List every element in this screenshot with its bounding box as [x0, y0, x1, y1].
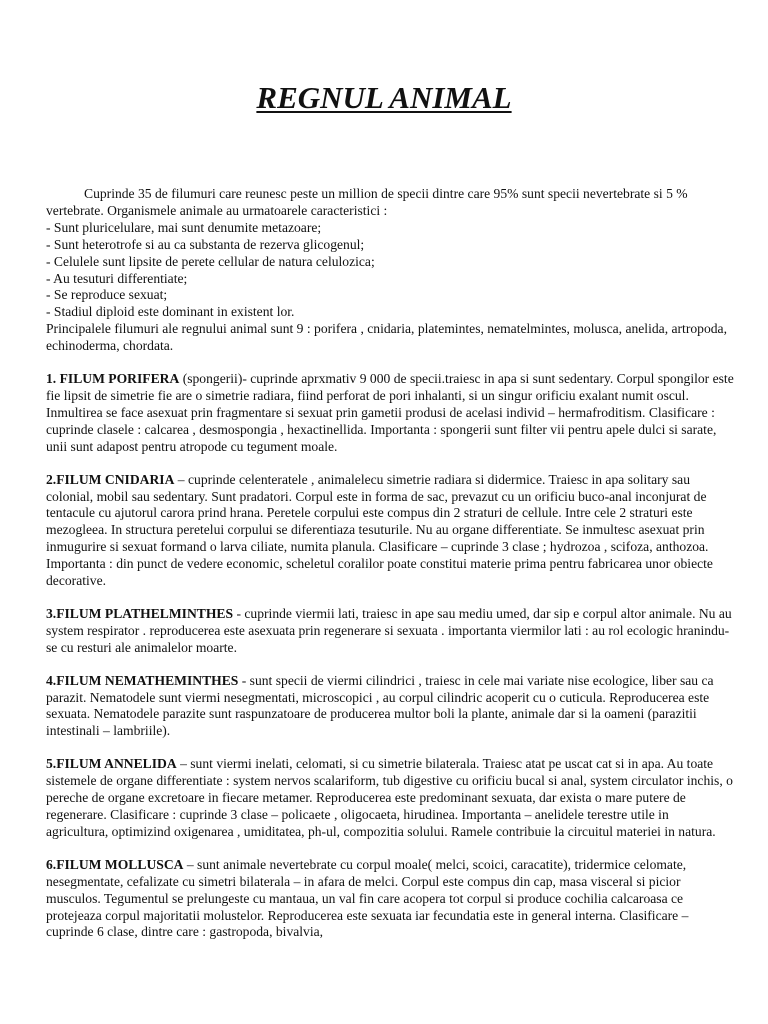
phylum-paragraph [46, 857, 734, 942]
document-body [46, 186, 734, 941]
phylum-paragraph [46, 606, 734, 657]
paragraph-spacer [46, 740, 734, 756]
phylum-heading: 4.FILUM NEMATHEMINTHES [46, 672, 239, 688]
phylum-paragraph [46, 673, 734, 741]
phylum-heading: 6.FILUM MOLLUSCA [46, 856, 184, 872]
phylum-heading: 1. FILUM PORIFERA [46, 371, 180, 387]
phylum-text: – cuprinde celenteratele , animalelecu simetrie radiara si didermice. Traiesc in apa solitary sau colonial, mobil sau sedentary. Sunt pradatori. Corpul este in forma de sac, prevazut cu un orificiu buco-anal inconjurat de tentacule cu ajutorul carora prind hrana. Peretele corpului este compus din 2 straturi de cellule. Intre cele 2 straturi este mezogleea. In structura peretelui corpului se diferentiaza tesuturile. Nu au organe differentiate. Se inmultesc asexuat prin inmugurire si sexuat formand o larva ciliate, numita planula. Clasificare – cuprinde 3 clase ; hydrozoa , scifoza, anthozoa. Importanta : din punct de vedere economic, scheletul coralilor poate constitui materie prima pentru fabricarea unor obiecte decorative. [46, 471, 713, 589]
phylum-heading: 5.FILUM ANNELIDA [46, 756, 177, 772]
paragraph-spacer [46, 590, 734, 606]
phylum-text: - cuprinde viermii lati, traiesc in ape sau mediu umed, dar sip e corpul altor animale. Nu au system respirator . reproducerea este asexuata prin regenerare si sexuata . importanta viermilor lati : au rol ecologic hranindu-se cu resturi ale animalelor moarte. [46, 605, 732, 655]
phylum-text: – sunt viermi inelati, celomati, si cu simetrie bilaterala. Traiesc atat pe uscat cat si in apa. Au toate sistemele de organe differentiate : system nervos scalariform, tub digestive cu orificiu bucal si anal, system circulator inchis, o pereche de organe excretoare in fiecare metamer. Reproducerea este predominant sexuata, dar exista o mare putere de regenerare. Clasificare : cuprinde 3 clase – policaete , oligocaeta, hirudinea. Importanta – anelidele terestre utile in agricultura, optimizind oxigenarea , umiditatea, ph-ul, compozitia solului. Ramele contribuie la circuitul materiei in natura. [46, 756, 733, 839]
paragraph-spacer [46, 657, 734, 673]
phylum-heading: 3.FILUM PLATHELMINTHES [46, 605, 234, 621]
phylum-paragraph [46, 756, 734, 841]
list-item: - Celulele sunt lipsite de perete cellular de natura celulozica; [46, 253, 375, 269]
summary-paragraph: Principalele filumuri ale regnului animal sunt 9 : porifera , cnidaria, platemintes, nematelmintes, molusca, anelida, artropoda, echinoderma, chordata. [46, 321, 727, 354]
phylum-text: – sunt animale nevertebrate cu corpul moale( melci, scoici, caracatite), tridermice celomate, nesegmentate, cefalizate cu simetri bilaterala – in afara de melci. Corpul este compus din cap, masa visceral si picior musculos. Tegumentul se prelungeste cu mantaua, un val fin care acopera tot corpul si produce cochilia calcaroasa ce protejeaza corpul majoritatii molustelor. Reproducerea este sexuata iar fecundatia este in general interna. Clasificare – cuprinde 6 clase, dintre care : gastropoda, bivalvia, [46, 856, 689, 940]
paragraph-spacer [46, 355, 734, 371]
list-item: - Sunt heterotrofe si au ca substanta de rezerva glicogenul; [46, 236, 365, 252]
list-item: - Se reproduce sexuat; [46, 287, 168, 303]
paragraph-spacer [46, 456, 734, 472]
list-item: - Au tesuturi differentiate; [46, 270, 188, 286]
phylum-paragraph [46, 371, 734, 456]
intro-paragraph: Cuprinde 35 de filumuri care reunesc peste un million de specii dintre care 95% sunt specii nevertebrate si 5 % vertebrate. Organismele animale au urmatoarele caracteristici : [46, 186, 688, 218]
list-item: - Stadiul diploid este dominant in existent lor. [46, 304, 295, 320]
phylum-paragraph [46, 472, 734, 590]
phylum-heading: 2.FILUM CNIDARIA [46, 471, 175, 487]
page-title [0, 80, 768, 116]
phylum-text: - sunt specii de viermi cilindrici , traiesc in cele mai variate nise ecologice, liber sau ca parazit. Nematodele sunt viermi nesegmentati, microscopici , au corpul cilindric acoperit cu o cuticula. Reproducerea este sexuata. Nematodele parazite sunt raspunzatoare de producerea multor boli la plante, animale dar si la oameni (parazitii intestinali – lambriile). [46, 672, 714, 739]
list-item: - Sunt pluricelulare, mai sunt denumite metazoare; [46, 219, 322, 235]
characteristics-list [46, 220, 734, 321]
phylum-text: (spongerii)- cuprinde aprxmativ 9 000 de specii.traiesc in apa si sunt sedentary. Corpul spongilor este fie lipsit de simetrie fie are o simetrie radiara, fiind perforat de pori inhalanti, si un singur orificiu exalant numit oscul. Inmultirea se face asexuat prin fragmentare si sexuat prin gametii produsi de acelasi individ – hermafroditism. Clasificare : cuprinde clasele : calcarea , desmospongia , hexactinellida. Importanta : spongerii sunt filter vii pentru apele dulci si sarate, unii sunt adapost pentru atropode cu tegument moale. [46, 371, 734, 454]
title-text: REGNUL ANIMAL [256, 80, 512, 115]
paragraph-spacer [46, 841, 734, 857]
